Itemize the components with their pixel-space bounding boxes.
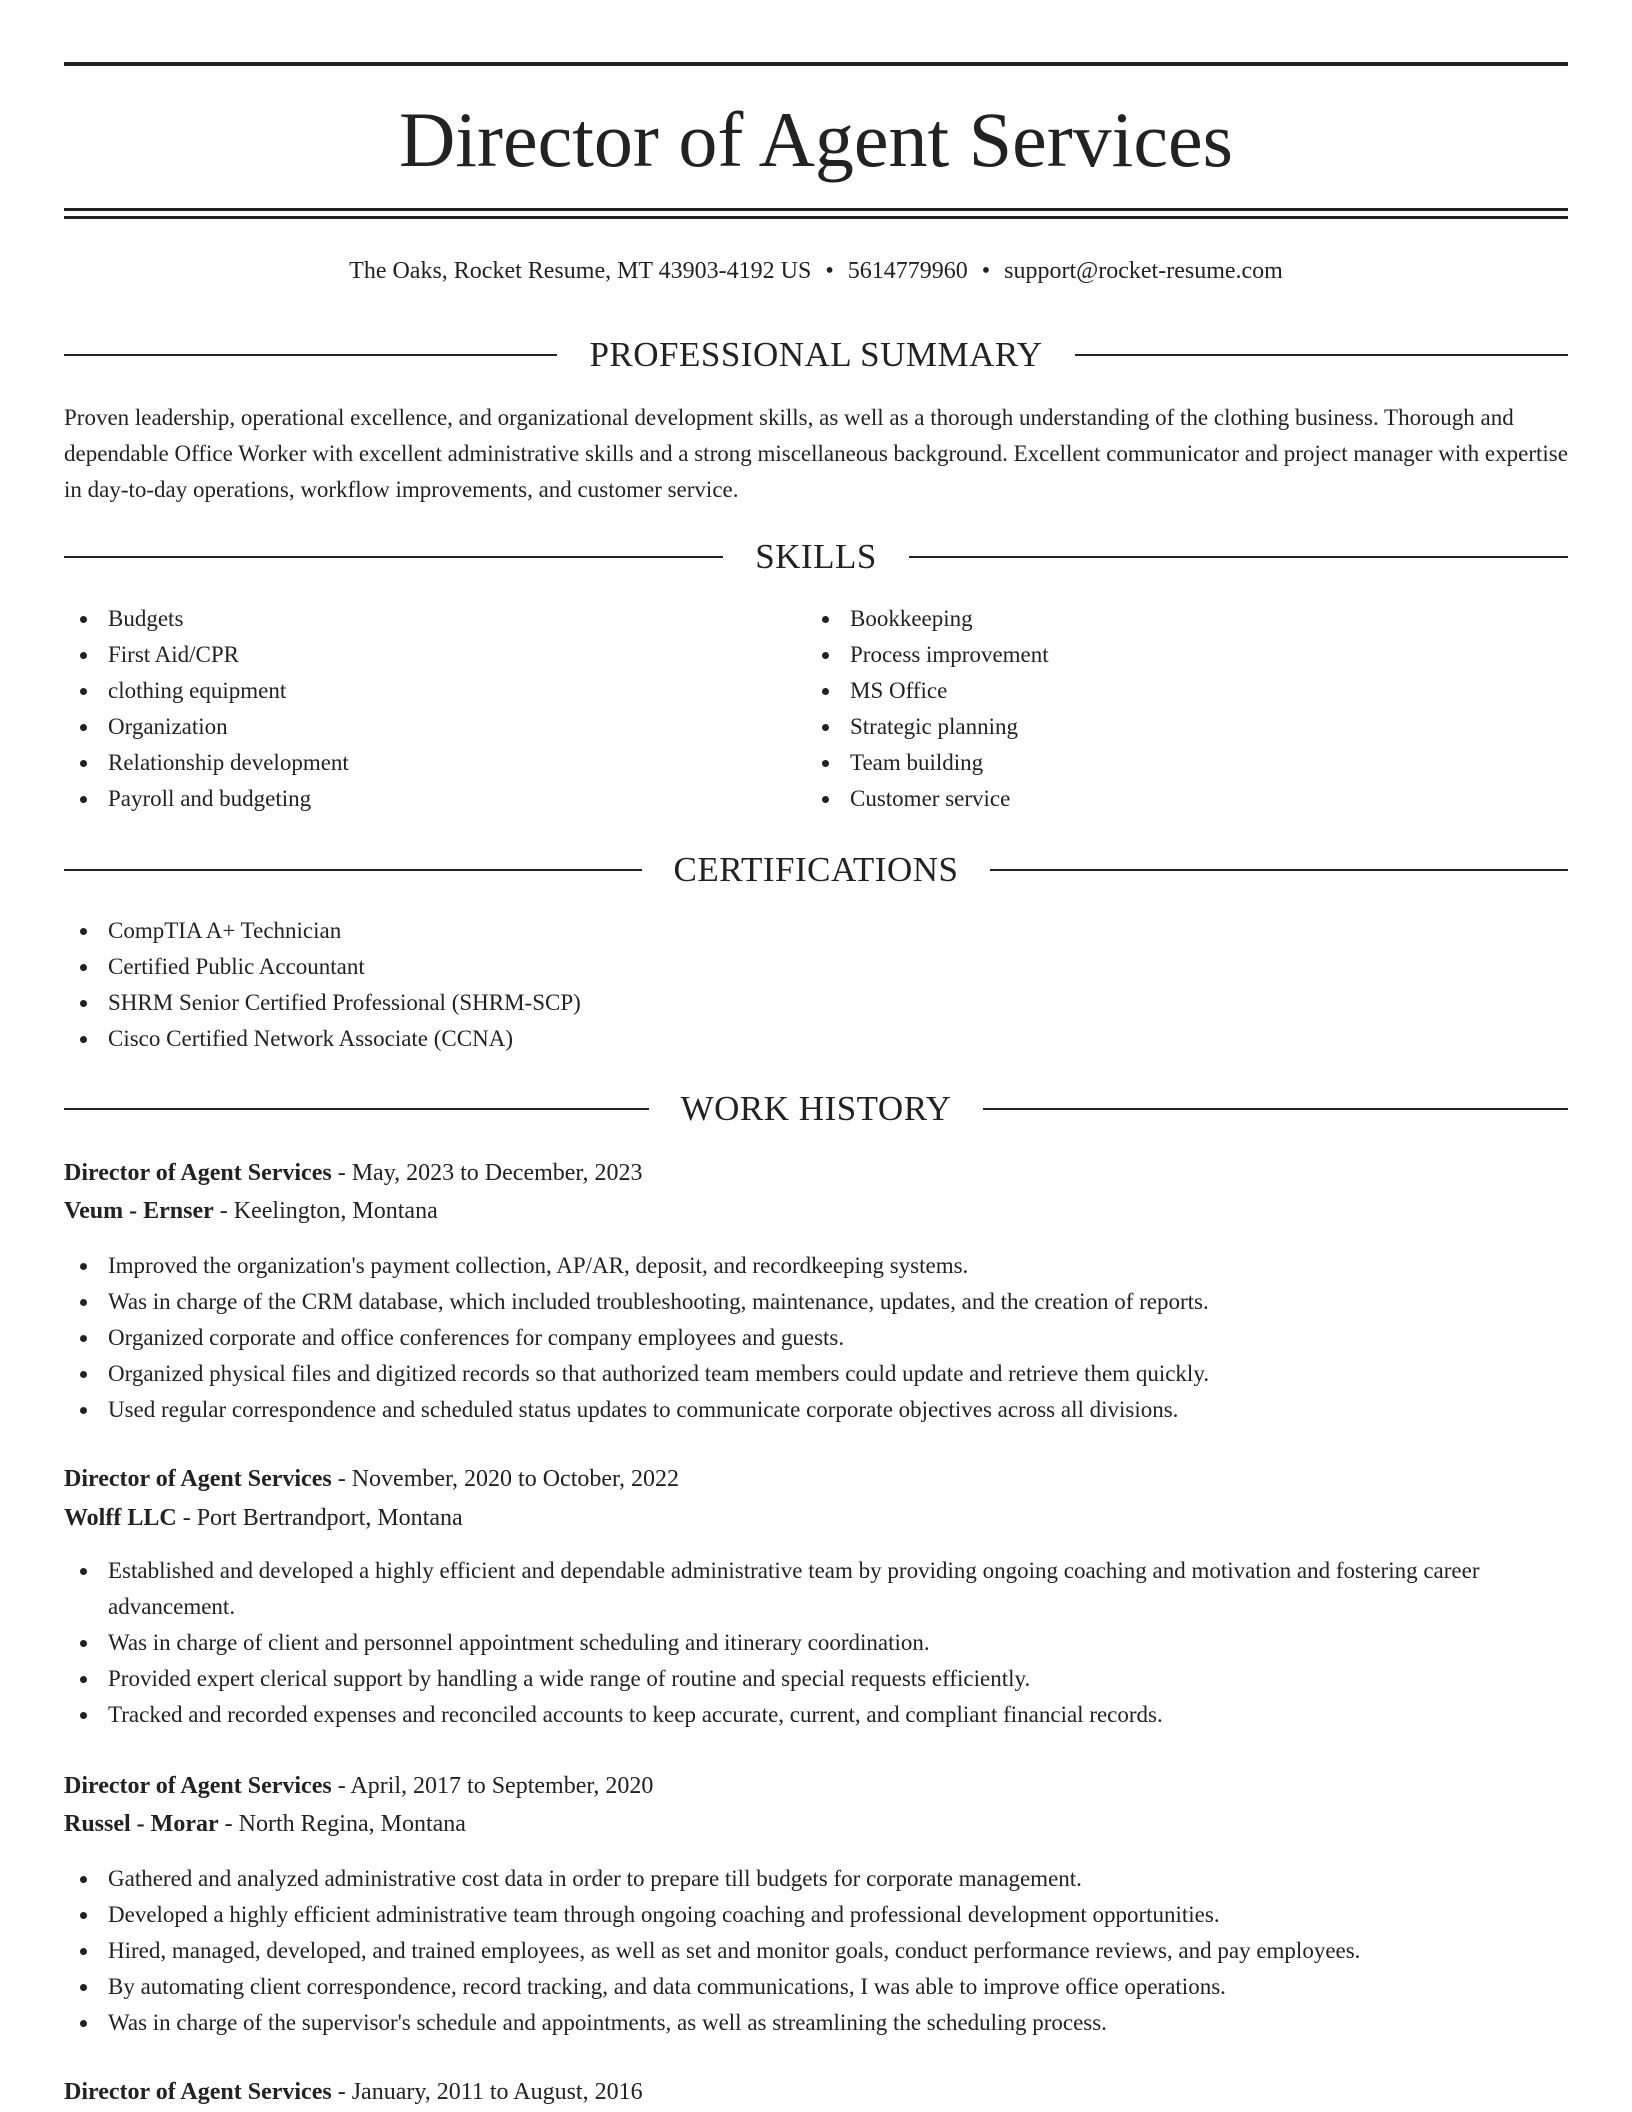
work-history-heading <box>64 1087 1568 1131</box>
heading-rule <box>1075 354 1568 356</box>
certification-item: Cisco Certified Network Associate (CCNA) <box>64 1021 1568 1057</box>
contact-line <box>64 254 1568 288</box>
skill-item: clothing equipment <box>64 673 804 709</box>
job-bullet: Hired, managed, developed, and trained employees, as well as set and monitor goals, conduct performance reviews, and pay employees. <box>64 1933 1568 1969</box>
skills-list-left <box>64 601 804 817</box>
job-title: Director of Agent Services <box>64 2079 332 2105</box>
summary-heading-title: PROFESSIONAL SUMMARY <box>589 335 1043 374</box>
certification-item: Certified Public Accountant <box>64 949 1568 985</box>
job-title: Director of Agent Services <box>64 1160 332 1186</box>
skills-list-right <box>806 601 1568 817</box>
job-company: Russel - Morar <box>64 1811 219 1837</box>
skill-item: Customer service <box>806 781 1568 817</box>
job-dash: - <box>213 1198 234 1224</box>
contact-separator: • <box>825 258 834 284</box>
job-title-line <box>64 1460 1568 1498</box>
job-company-line <box>64 1805 1568 1843</box>
heading-rule <box>64 869 642 871</box>
job-dash: - <box>331 1160 352 1186</box>
job-bullets <box>64 1861 1568 2041</box>
skill-item: MS Office <box>806 673 1568 709</box>
summary-text: Proven leadership, operational excellence, and organizational development skills, as well as a thorough understanding of the clothing business. Thorough and dependable Office Worker with excellent administrative skills and a strong miscellaneous background. Excellent communicator and project manager with expertise in day-to-day operations, workflow improvements, and customer service. <box>64 405 1568 502</box>
job-company-line <box>64 1499 1568 1537</box>
job-bullet: Was in charge of the supervisor's schedule and appointments, as well as streamlining the scheduling process. <box>64 2005 1568 2041</box>
job-title-line <box>64 2073 1568 2111</box>
skills-heading <box>64 535 1568 579</box>
certifications-heading-title: CERTIFICATIONS <box>673 850 959 889</box>
resume-name: Director of Agent Services <box>399 96 1233 183</box>
job-location: Port Bertrandport, Montana <box>196 1505 463 1531</box>
skill-item: Budgets <box>64 601 804 637</box>
job-bullet: Established and developed a highly efficient and dependable administrative team by providing ongoing coaching and motivation and fostering career advancement. <box>64 1553 1568 1625</box>
skills-heading-title: SKILLS <box>755 537 877 576</box>
skill-item: Relationship development <box>64 745 804 781</box>
job-company: Wolff LLC <box>64 1505 177 1531</box>
resume-page <box>64 0 1568 2112</box>
job-bullet: Tracked and recorded expenses and reconciled accounts to keep accurate, current, and compliant financial records. <box>64 1697 1568 1733</box>
job-dash: - <box>331 1466 352 1492</box>
certifications-heading <box>64 848 1568 892</box>
job-title: Director of Agent Services <box>64 1773 332 1799</box>
work-history-heading-title: WORK HISTORY <box>680 1089 952 1128</box>
job-dates: May, 2023 to December, 2023 <box>351 1160 643 1186</box>
job-location: Keelington, Montana <box>233 1198 438 1224</box>
job-dash: - <box>176 1505 197 1531</box>
skill-item: Payroll and budgeting <box>64 781 804 817</box>
heading-rule <box>64 354 557 356</box>
job-dates: January, 2011 to August, 2016 <box>351 2079 643 2105</box>
job-title: Director of Agent Services <box>64 1466 332 1492</box>
job-bullet: Was in charge of client and personnel appointment scheduling and itinerary coordination. <box>64 1625 1568 1661</box>
job-bullet: Was in charge of the CRM database, which included troubleshooting, maintenance, updates, and the creation of reports. <box>64 1284 1568 1320</box>
heading-rule <box>64 1108 649 1110</box>
job-bullet: Improved the organization's payment collection, AP/AR, deposit, and recordkeeping systems. <box>64 1248 1568 1284</box>
job-title-line <box>64 1154 1568 1192</box>
certifications-list <box>64 913 1568 1057</box>
job-bullet: Organized physical files and digitized records so that authorized team members could update and retrieve them quickly. <box>64 1356 1568 1392</box>
summary-heading <box>64 333 1568 377</box>
job-dash: - <box>331 1773 351 1799</box>
header-rule-upper <box>64 208 1568 211</box>
job-bullet: Developed a highly efficient administrative team through ongoing coaching and professional development opportunities. <box>64 1897 1568 1933</box>
job-dash: - <box>331 2079 352 2105</box>
heading-rule <box>909 556 1568 558</box>
skill-item: Process improvement <box>806 637 1568 673</box>
heading-rule <box>64 556 723 558</box>
contact-phone: 5614779960 <box>847 258 968 284</box>
certification-item: CompTIA A+ Technician <box>64 913 1568 949</box>
contact-separator: • <box>981 258 991 284</box>
contact-address: The Oaks, Rocket Resume, MT 43903-4192 US <box>349 258 812 284</box>
skill-item: Organization <box>64 709 804 745</box>
heading-rule <box>990 869 1568 871</box>
job-dash: - <box>218 1811 239 1837</box>
job-bullets <box>64 1553 1568 1733</box>
job-company-line <box>64 1192 1568 1230</box>
certification-item: SHRM Senior Certified Professional (SHRM-SCP) <box>64 985 1568 1021</box>
header-rule-lower <box>64 216 1568 219</box>
job-dates: November, 2020 to October, 2022 <box>351 1466 680 1492</box>
skill-item: Bookkeeping <box>806 601 1568 637</box>
job-bullet: By automating client correspondence, record tracking, and data communications, I was able to improve office operations. <box>64 1969 1568 2005</box>
job-location: North Regina, Montana <box>238 1811 466 1837</box>
contact-email: support@rocket-resume.com <box>1004 258 1283 284</box>
job-bullet: Gathered and analyzed administrative cost data in order to prepare till budgets for corporate management. <box>64 1861 1568 1897</box>
job-dates: April, 2017 to September, 2020 <box>350 1773 654 1799</box>
skill-item: First Aid/CPR <box>64 637 804 673</box>
job-bullet: Provided expert clerical support by handling a wide range of routine and special requests efficiently. <box>64 1661 1568 1697</box>
job-company: Veum - Ernser <box>64 1198 214 1224</box>
skill-item: Strategic planning <box>806 709 1568 745</box>
top-rule <box>64 62 1568 66</box>
job-bullet: Used regular correspondence and scheduled status updates to communicate corporate objectives across all divisions. <box>64 1392 1568 1428</box>
heading-rule <box>983 1108 1568 1110</box>
job-bullets <box>64 1248 1568 1428</box>
skill-item: Team building <box>806 745 1568 781</box>
job-title-line <box>64 1767 1568 1805</box>
job-bullet: Organized corporate and office conferences for company employees and guests. <box>64 1320 1568 1356</box>
